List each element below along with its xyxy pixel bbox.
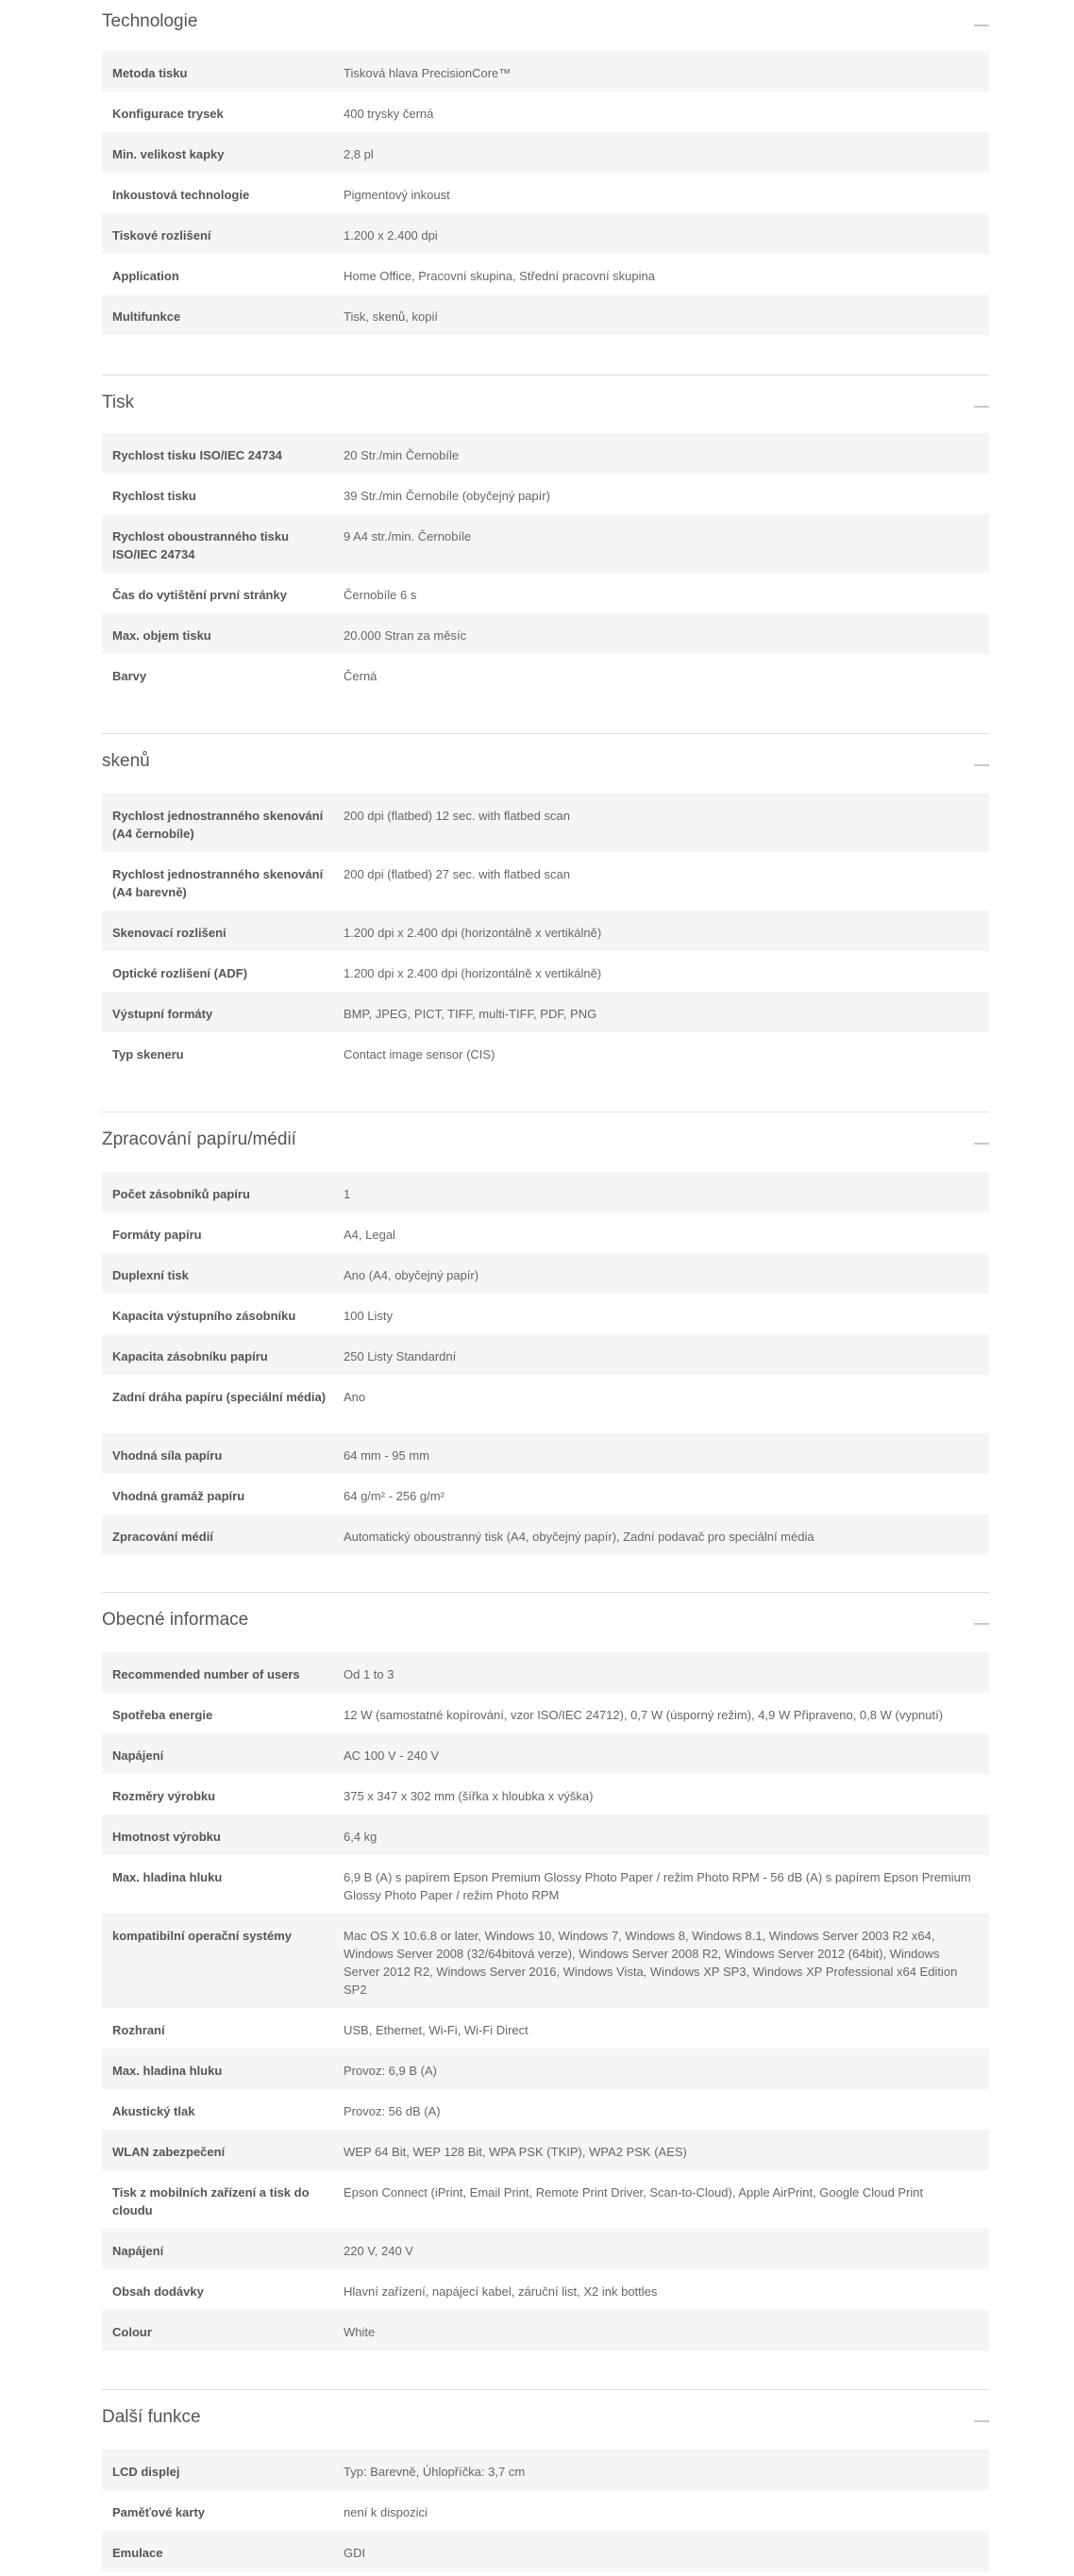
section-obecne-informace	[102, 1600, 989, 2339]
spec-row	[102, 514, 989, 573]
spec-value: 6,9 B (A) s papírem Epson Premium Glossy Photo Paper / režim Photo RPM - 56 dB (A) s papírem Epson Premium Glossy Photo Paper / režim Photo RPM	[344, 1870, 971, 1902]
spec-label: Akustický tlak	[112, 2104, 195, 2118]
spec-value: 1	[344, 1187, 351, 1201]
spec-value: Provoz: 6,9 B (A)	[344, 2064, 437, 2078]
spec-value: 9 A4 str./min. Černobíle	[344, 529, 472, 544]
spec-row	[102, 1855, 989, 1914]
section-header[interactable]	[102, 2, 989, 47]
section-title: Další funkce	[102, 2407, 201, 2427]
spec-row	[102, 613, 989, 654]
spec-value: A4, Legal	[344, 1228, 395, 1242]
spec-value: 1.200 x 2.400 dpi	[344, 228, 438, 243]
spec-row	[102, 92, 989, 132]
spec-row	[102, 1815, 989, 1855]
spec-value: GDI	[344, 2546, 366, 2560]
spec-label: Napájení	[112, 1748, 164, 1763]
spec-row	[102, 51, 989, 92]
spec-label: Zadní dráha papíru (speciální média)	[112, 1390, 327, 1404]
spec-label: Max. hladina hluku	[112, 2064, 223, 2078]
spec-label: Paměťové karty	[112, 2505, 206, 2519]
spec-row	[102, 2310, 989, 2350]
spec-row	[102, 2490, 989, 2531]
spec-label: Inkoustová technologie	[112, 188, 250, 202]
spec-value: 6,4 kg	[344, 1830, 378, 1844]
section-technologie	[102, 2, 989, 324]
spec-value: Epson Connect (iPrint, Email Print, Remote Print Driver, Scan-to-Cloud), Apple AirPrint, Google Cloud Print	[344, 2185, 924, 2200]
spec-row	[102, 294, 989, 335]
spec-label: Zpracování médií	[112, 1530, 213, 1544]
spec-label: Vhodná gramáž papíru	[112, 1489, 245, 1503]
spec-label: Rychlost oboustranného tisku ISO/IEC 24734	[112, 529, 290, 561]
spec-value: BMP, JPEG, PICT, TIFF, multi-TIFF, PDF, PNG	[344, 1007, 597, 1021]
spec-label: Spotřeba energie	[112, 1708, 213, 1722]
spec-label: Duplexní tisk	[112, 1268, 189, 1282]
spec-value: Pigmentový inkoust	[344, 188, 450, 202]
spec-row	[102, 654, 989, 694]
spec-value: 400 trysky černá	[344, 107, 434, 121]
spec-value: Contact image sensor (CIS)	[344, 1047, 495, 1062]
section-header[interactable]	[102, 383, 989, 428]
spec-row	[102, 573, 989, 613]
spec-label: Rychlost jednostranného skenování (A4 barevně)	[112, 867, 324, 899]
spec-label: Rozhraní	[112, 2023, 165, 2037]
spec-value: Automatický oboustranný tisk (A4, obyčejný papír), Zadní podavač pro speciální média	[344, 1530, 814, 1544]
spec-row	[102, 1693, 989, 1733]
spec-value: Černobíle 6 s	[344, 588, 417, 602]
spec-label: Emulace	[112, 2546, 163, 2560]
spec-row	[102, 1172, 989, 1213]
spec-row	[102, 1733, 989, 1774]
spec-label: Rychlost jednostranného skenování (A4 černobíle)	[112, 809, 324, 841]
collapse-icon[interactable]	[974, 764, 989, 766]
section-dalsi-funkce	[102, 2398, 989, 2560]
section-title: Technologie	[102, 11, 198, 31]
spec-label: Tiskové rozlišení	[112, 228, 211, 243]
spec-label: Obsah dodávky	[112, 2284, 204, 2299]
section-title: Tisk	[102, 393, 135, 412]
section-divider	[102, 1592, 989, 1593]
spec-value: Ano (A4, obyčejný papír)	[344, 1268, 479, 1282]
spec-row	[102, 1914, 989, 2008]
spec-label: Rozměry výrobku	[112, 1789, 216, 1803]
spec-label: LCD displej	[112, 2465, 180, 2479]
spec-row	[102, 213, 989, 254]
spec-value: USB, Ethernet, Wi-Fi, Wi-Fi Direct	[344, 2023, 529, 2037]
spec-row	[102, 951, 989, 992]
section-header[interactable]	[102, 1120, 989, 1165]
spec-value: 64 g/m² - 256 g/m²	[344, 1489, 445, 1503]
spec-label: Min. velikost kapky	[112, 147, 225, 161]
spec-label: Max. hladina hluku	[112, 1870, 223, 1884]
spec-label: Tisk z mobilních zařízení a tisk do cloudu	[112, 2185, 310, 2217]
spec-value: Tisk, skenů, kopií	[344, 309, 438, 324]
spec-row	[102, 2089, 989, 2130]
spec-value: 220 V, 240 V	[344, 2244, 413, 2258]
spec-value: 200 dpi (flatbed) 27 sec. with flatbed scan	[344, 867, 570, 881]
section-title: skenů	[102, 751, 150, 771]
spec-label: Konfigurace trysek	[112, 107, 224, 121]
spec-label: Kapacita výstupního zásobníku	[112, 1309, 296, 1323]
spec-value: 39 Str./min Černobíle (obyčejný papír)	[344, 489, 550, 503]
spec-row	[102, 433, 989, 474]
section-header[interactable]	[102, 742, 989, 787]
spec-value: Hlavní zařízení, napájecí kabel, záruční list, X2 ink bottles	[344, 2284, 658, 2299]
spec-row	[102, 132, 989, 173]
spec-row	[102, 2008, 989, 2049]
spec-row	[102, 1253, 989, 1294]
spec-row	[102, 992, 989, 1032]
spec-row	[102, 173, 989, 213]
spec-row	[102, 1213, 989, 1253]
spec-value: AC 100 V - 240 V	[344, 1748, 440, 1763]
spec-row	[102, 1433, 989, 1474]
spec-value: Tisková hlava PrecisionCore™	[344, 66, 512, 80]
spec-value: 20.000 Stran za měsíc	[344, 628, 467, 643]
spec-value: 2,8 pl	[344, 147, 374, 161]
collapse-icon[interactable]	[974, 2420, 989, 2422]
spec-label: Recommended number of users	[112, 1667, 300, 1681]
spec-row	[102, 254, 989, 294]
spec-label: Čas do vytištění první stránky	[112, 588, 287, 602]
spec-row	[102, 2229, 989, 2269]
spec-label: Skenovací rozlišení	[112, 926, 227, 940]
spec-value: Ano	[344, 1390, 366, 1404]
spec-value: Provoz: 56 dB (A)	[344, 2104, 441, 2118]
spec-label: Barvy	[112, 669, 147, 683]
spec-row	[102, 852, 989, 911]
section-divider	[102, 733, 989, 734]
spec-value: 100 Listy	[344, 1309, 394, 1323]
spec-row	[102, 1334, 989, 1375]
spec-value: WEP 64 Bit, WEP 128 Bit, WPA PSK (TKIP), WPA2 PSK (AES)	[344, 2145, 687, 2159]
collapse-icon[interactable]	[974, 1623, 989, 1625]
spec-row	[102, 1294, 989, 1334]
spec-label: Výstupní formáty	[112, 1007, 213, 1021]
section-divider	[102, 2389, 989, 2390]
spec-value: Home Office, Pracovní skupina, Střední pracovní skupina	[344, 269, 655, 283]
spec-label: Počet zásobníků papíru	[112, 1187, 250, 1201]
spec-value: 1.200 dpi x 2.400 dpi (horizontálně x vertikálně)	[344, 966, 602, 980]
section-divider	[102, 375, 989, 376]
spec-value: 200 dpi (flatbed) 12 sec. with flatbed scan	[344, 809, 570, 823]
spec-label: Typ skeneru	[112, 1047, 184, 1062]
section-skenu	[102, 742, 989, 1062]
spec-label: Rychlost tisku	[112, 489, 196, 503]
spec-row	[102, 1032, 989, 1073]
spec-row	[102, 2531, 989, 2571]
spec-label: Vhodná síla papíru	[112, 1448, 223, 1463]
collapse-icon[interactable]	[974, 406, 989, 408]
spec-label: Hmotnost výrobku	[112, 1830, 221, 1844]
spec-label: Napájení	[112, 2244, 164, 2258]
spec-row	[102, 1375, 989, 1433]
spec-value: Černá	[344, 669, 378, 683]
spec-label: Multifunkce	[112, 309, 181, 324]
spec-label: Colour	[112, 2325, 152, 2339]
spec-row	[102, 474, 989, 514]
spec-label: Rychlost tisku ISO/IEC 24734	[112, 448, 282, 462]
spec-row	[102, 1514, 989, 1555]
spec-label: Metoda tisku	[112, 66, 188, 80]
spec-label: Max. objem tisku	[112, 628, 211, 643]
spec-row	[102, 2049, 989, 2089]
spec-value: 20 Str./min Černobíle	[344, 448, 460, 462]
section-tisk	[102, 383, 989, 683]
spec-row	[102, 1652, 989, 1693]
spec-row	[102, 1774, 989, 1815]
spec-value: není k dispozici	[344, 2505, 428, 2519]
spec-label: Application	[112, 269, 179, 283]
section-header[interactable]	[102, 1600, 989, 1646]
spec-row	[102, 2170, 989, 2229]
spec-value: 375 x 347 x 302 mm (šířka x hloubka x výška)	[344, 1789, 594, 1803]
spec-label: Optické rozlišení (ADF)	[112, 966, 248, 980]
spec-value: Typ: Barevně, Úhlopříčka: 3,7 cm	[344, 2465, 526, 2479]
spec-value: Od 1 to 3	[344, 1667, 394, 1681]
spec-label: Formáty papíru	[112, 1228, 202, 1242]
collapse-icon[interactable]	[974, 25, 989, 26]
spec-value: Mac OS X 10.6.8 or later, Windows 10, Windows 7, Windows 8, Windows 8.1, Windows Server 2003 R2 x64, Windows Server 2008 (32/64bitová verze), Windows Server 2008 R2, Windows Server 2012 (64bit), Windows Server 2012 R2, Windows Server 2016, Windows Vista, Windows XP SP3, Windows XP Professional x64 Edition SP2	[344, 1929, 958, 1997]
section-title: Obecné informace	[102, 1610, 249, 1630]
spec-value: 12 W (samostatné kopírování, vzor ISO/IEC 24712), 0,7 W (úsporný režim), 4,9 W Připraveno, 0,8 W (vypnutí)	[344, 1708, 944, 1722]
section-header[interactable]	[102, 2398, 989, 2443]
section-title: Zpracování papíru/médií	[102, 1129, 296, 1149]
spec-row	[102, 2450, 989, 2490]
section-zpracovani-papiru	[102, 1120, 989, 1544]
spec-row	[102, 794, 989, 852]
spec-value: 64 mm - 95 mm	[344, 1448, 430, 1463]
spec-value: White	[344, 2325, 376, 2339]
spec-label: WLAN zabezpečení	[112, 2145, 226, 2159]
spec-row	[102, 2130, 989, 2170]
spec-label: Kapacita zásobníku papíru	[112, 1349, 268, 1363]
spec-row	[102, 1474, 989, 1514]
spec-label: kompatibilní operační systémy	[112, 1929, 293, 1943]
spec-row	[102, 911, 989, 951]
collapse-icon[interactable]	[974, 1143, 989, 1145]
spec-row	[102, 2269, 989, 2310]
spec-value: 250 Listy Standardní	[344, 1349, 457, 1363]
spec-value: 1.200 dpi x 2.400 dpi (horizontálně x vertikálně)	[344, 926, 602, 940]
